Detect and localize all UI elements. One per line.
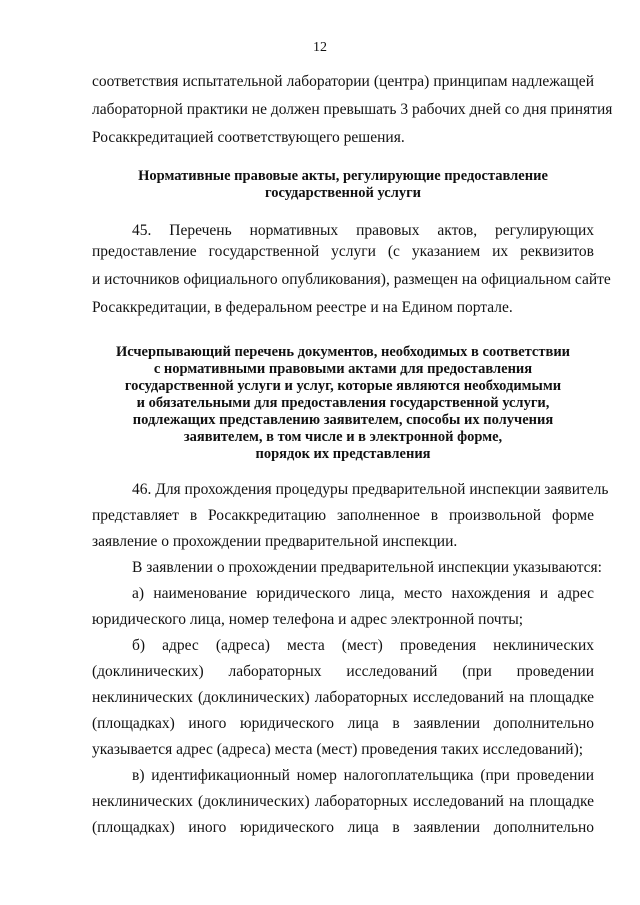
section-heading: государственной услуги <box>264 185 422 201</box>
text-line: указывается адрес (адреса) места (мест) проведения таких исследований); <box>92 741 584 758</box>
text-line: соответствия испытательной лаборатории (центра) принципам надлежащей <box>92 73 594 90</box>
text-line: (площадках) иного юридического лица в заявлении дополнительно <box>92 819 594 836</box>
paragraph-start: а) наименование юридического лица, место нахождения и адрес <box>132 585 594 602</box>
text-line: неклинических (доклинических) лабораторных исследований на площадке <box>92 689 594 706</box>
section-heading: подлежащих представлению заявителем, способы их получения <box>132 412 554 428</box>
text-line: (площадках) иного юридического лица в заявлении дополнительно <box>92 715 594 732</box>
section-heading: Нормативные правовые акты, регулирующие предоставление <box>138 168 548 184</box>
text-line: юридического лица, номер телефона и адрес электронной почты; <box>92 611 524 628</box>
section-heading: государственной услуги и услуг, которые являются необходимыми <box>124 378 562 394</box>
text-line: лабораторной практики не должен превышать 3 рабочих дней со дня принятия <box>92 101 613 118</box>
text-line: неклинических (доклинических) лабораторных исследований на площадке <box>92 793 594 810</box>
text-line: предоставление государственной услуги (с указанием их реквизитов <box>92 243 594 260</box>
paragraph-start: 45. Перечень нормативных правовых актов, регулирующих <box>132 222 594 239</box>
text-line: Росаккредитацией соответствующего решения. <box>92 129 405 146</box>
text-line: и источников официального опубликования), размещен на официальном сайте <box>92 271 611 288</box>
paragraph-start: В заявлении о прохождении предварительной инспекции указываются: <box>132 559 602 576</box>
paragraph-start: 46. Для прохождения процедуры предварительной инспекции заявитель <box>132 481 609 498</box>
section-heading: с нормативными правовыми актами для предоставления <box>153 361 533 377</box>
section-heading: порядок их представления <box>255 446 431 462</box>
text-line: (доклинических) лабораторных исследований (при проведении <box>92 663 594 680</box>
paragraph-start: в) идентификационный номер налогоплательщика (при проведении <box>132 767 594 784</box>
paragraph-start: б) адрес (адреса) места (мест) проведения неклинических <box>132 637 594 654</box>
text-line: заявление о прохождении предварительной инспекции. <box>92 533 458 550</box>
page-number: 12 <box>313 40 327 55</box>
section-heading: заявителем, в том числе и в электронной форме, <box>183 429 503 445</box>
text-line: Росаккредитации, в федеральном реестре и на Едином портале. <box>92 299 513 316</box>
section-heading: и обязательными для предоставления государственной услуги, <box>136 395 550 411</box>
text-line: представляет в Росаккредитацию заполненное в произвольной форме <box>92 507 594 524</box>
section-heading: Исчерпывающий перечень документов, необходимых в соответствии <box>115 344 571 360</box>
